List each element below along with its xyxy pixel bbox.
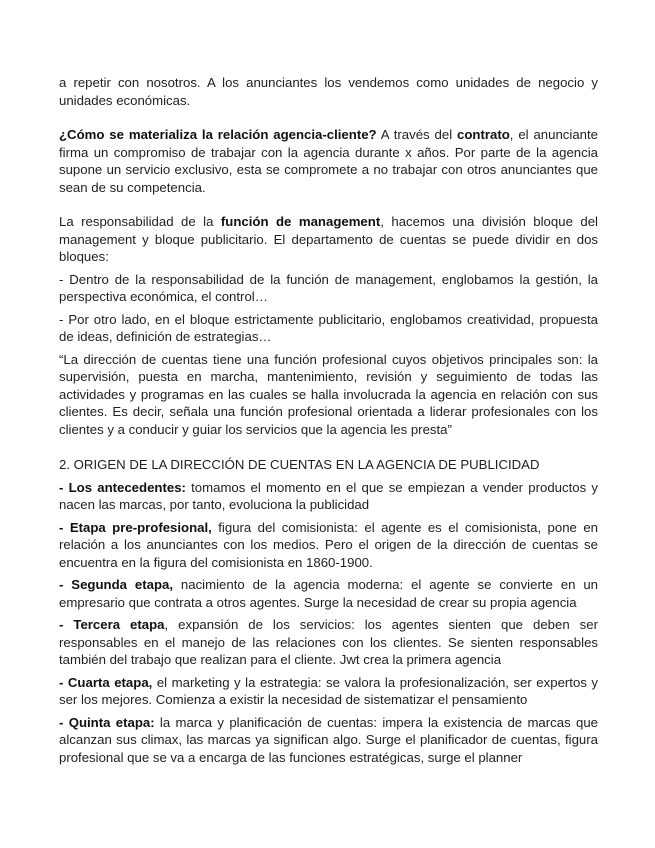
item-text: la marca y planificación de cuentas: impera la existencia de marcas que alcanzan sus climax, las marcas ya significan algo. Surge el planificador de cuentas, figura profesional que se va a encarga de las funciones estratégicas, surge el planner: [59, 714, 598, 765]
paragraph-intro: a repetir con nosotros. A los anunciantes los vendemos como unidades de negocio y unidades económicas.: [59, 75, 598, 108]
question-bold: ¿Cómo se materializa la relación agencia-cliente?: [59, 127, 377, 142]
paragraph-management: [59, 213, 598, 266]
item-label: - Los antecedentes:: [59, 479, 186, 495]
item-text: nacimiento de la agencia moderna: el agente se convierte en un empresario que contrata a otros agentes. Surge la necesidad de crear su propia agencia: [59, 577, 598, 610]
management-bold: función de management: [220, 214, 381, 229]
list-item: [59, 519, 598, 572]
list-item: [59, 576, 598, 611]
item-label: - Tercera etapa: [59, 617, 165, 632]
document-page: [59, 74, 598, 766]
contract-bold: contrato: [457, 127, 510, 142]
list-item: [59, 714, 598, 767]
text: , el anunciante firma un compromiso de trabajar con la agencia durante x años. Por parte de la agencia supone un servicio exclusivo, esta se compromete a no trabajar con otros anunciantes que sean de su competencia.: [59, 127, 598, 195]
paragraph-advertising-block: - Por otro lado, en el bloque estrictamente publicitario, englobamos creatividad, propuesta de ideas, definición de estrategias…: [59, 311, 598, 344]
item-label: - Quinta etapa:: [59, 714, 155, 730]
item-text: tomamos el momento en el que se empiezan a vender productos y nacen las marcas, por tanto, evoluciona la publicidad: [59, 479, 598, 512]
item-text: el marketing y la estrategia: se valora la profesionalización, ser expertos y ser los mejores. Comienza a existir la necesidad de sistematizar el pensamiento: [59, 674, 599, 707]
list-item: [59, 479, 598, 514]
text: La responsabilidad de la: [59, 214, 221, 229]
text: , hacemos una división bloque del management y bloque publicitario. El departamento de cuentas se puede dividir en dos bloques:: [59, 214, 598, 264]
item-text: figura del comisionista: el agente es el comisionista, pone en relación a los anunciantes con los medios. Pero el origen de la dirección de cuentas se encuentra en la figura del comisionista en 1860-1900.: [59, 519, 598, 570]
item-label: - Cuarta etapa,: [59, 674, 153, 690]
list-item: [59, 674, 598, 709]
text: A través del: [376, 127, 458, 142]
list-item: [59, 616, 598, 669]
paragraph-relation: [59, 126, 598, 196]
item-label: - Segunda etapa,: [59, 577, 174, 592]
paragraph-management-block: - Dentro de la responsabilidad de la función de management, englobamos la gestión, la perspectiva económica, el control…: [59, 271, 598, 304]
item-text: , expansión de los servicios: los agentes sienten que deben ser responsables en el manejo de las relaciones con los clientes. Se sienten responsables también del trabajo que realizan para el cliente. Jwt crea la primera agencia: [59, 617, 598, 667]
paragraph-quote: “La dirección de cuentas tiene una función profesional cuyos objetivos principales son: la supervisión, puesta en marcha, mantenimiento, revisión y seguimiento de todas las actividades y programas en las cuales se halla involucrada la agencia en relación con sus clientes. Es decir, señala una función profesional orientada a liderar profesionales con los clientes y a conducir y guiar los servicios que la agencia les presta”: [59, 351, 598, 437]
section-heading: 2. ORIGEN DE LA DIRECCIÓN DE CUENTAS EN LA AGENCIA DE PUBLICIDAD: [59, 457, 540, 472]
item-label: - Etapa pre-profesional,: [59, 519, 212, 535]
